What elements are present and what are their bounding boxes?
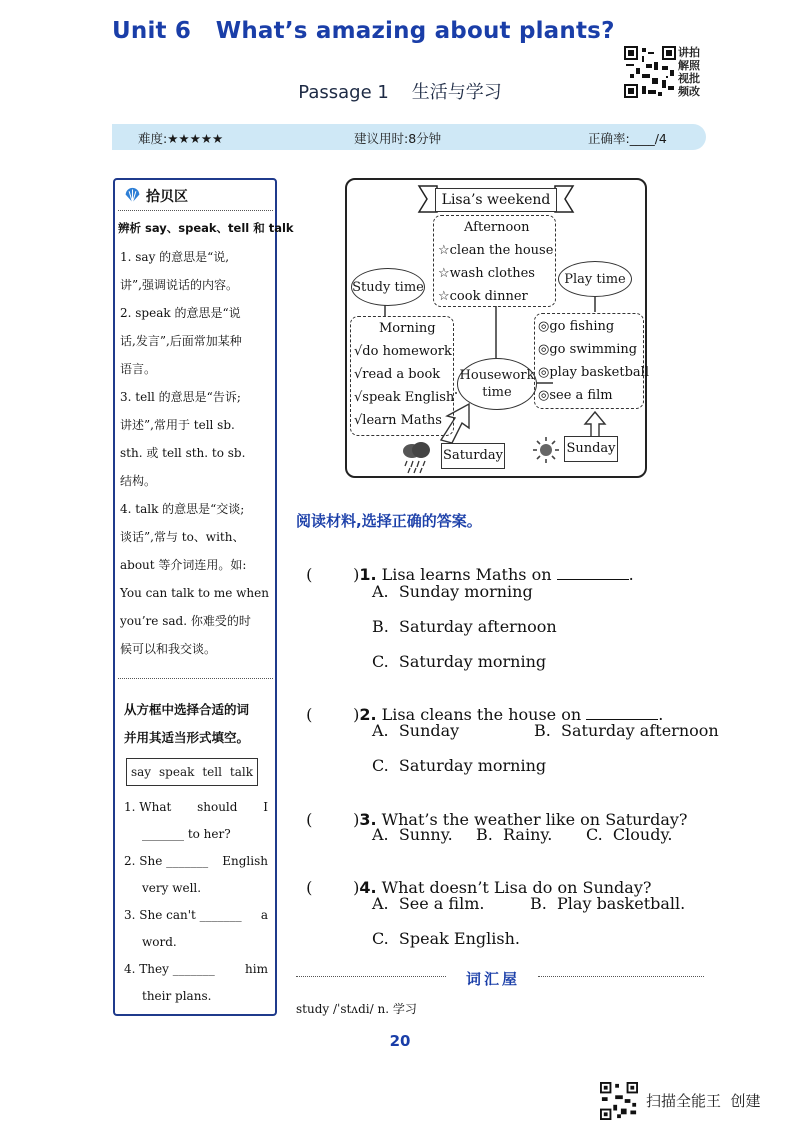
star-icon: ☆ (438, 266, 450, 281)
option[interactable]: B. Rainy. (476, 825, 553, 844)
bullet-icon: ◎ (538, 365, 550, 380)
analysis-item: 2. speak 的意思是“说 话,发言”,后面常加某种 语言。 (120, 306, 242, 376)
afternoon-item: ☆wash clothes (438, 266, 535, 281)
study-time-oval: Study time (351, 268, 425, 306)
instruction: 阅读材料,选择正确的答案。 (296, 512, 482, 530)
check-icon: √ (354, 413, 363, 428)
option[interactable]: C. Saturday morning (372, 652, 547, 671)
question-3: ( )3. What’s the weather like on Saturday? (306, 810, 688, 829)
fill-item: 3. She can't _______ a word. (124, 908, 268, 949)
answer-blank[interactable] (557, 565, 629, 580)
analysis-title: 辨析 say、speak、tell 和 talk (118, 221, 294, 235)
morning-label: Morning (379, 321, 436, 336)
morning-item: √learn Maths (354, 413, 442, 428)
option[interactable]: B. Play basketball. (530, 894, 686, 913)
play-item: ◎go fishing (538, 319, 615, 334)
option[interactable]: A. Sunny. (372, 825, 453, 844)
play-time-oval: Play time (558, 261, 632, 297)
check-icon: √ (354, 367, 363, 382)
star-icon: ☆ (438, 243, 450, 258)
fill-title-line2: 并用其适当形式填空。 (124, 730, 250, 745)
question-2: ( )2. Lisa cleans the house on . (306, 705, 664, 724)
info-bar (112, 124, 706, 150)
qr-code-icon (624, 46, 676, 98)
qr-side-labels: 讲拍 解照 视批 频改 (678, 46, 700, 98)
question-1: ( )1. Lisa learns Maths on . (306, 565, 634, 584)
analysis-item: 1. say 的意思是“说, 讲”,强调说话的内容。 (120, 250, 238, 292)
watermark-text: 扫描全能王 创建 (646, 1092, 761, 1110)
sun-icon (532, 436, 560, 464)
option[interactable]: B. Saturday afternoon (534, 721, 719, 740)
fill-item: 4. They _______ him their plans. (124, 962, 268, 1003)
divider (296, 976, 446, 977)
scanner-qr-icon (600, 1082, 638, 1120)
analysis-item: 4. talk 的意思是“交谈; 谈话”,常与 to、with、 about 等介词连用。如: You can talk to me when you’re sad. 你难受的时 候可以和我交谈。 (120, 502, 269, 656)
option[interactable]: C. Saturday morning (372, 756, 547, 775)
sunday-label: Sunday (564, 436, 618, 462)
option[interactable]: B. Saturday afternoon (372, 617, 557, 636)
housework-time-oval: Housework time (457, 358, 537, 410)
play-item: ◎see a film (538, 388, 613, 403)
option[interactable]: A. See a film. (372, 894, 485, 913)
afternoon-item: ☆cook dinner (438, 289, 528, 304)
morning-item: √read a book (354, 367, 441, 382)
unit-title: Unit 6 What’s amazing about plants? (112, 18, 615, 44)
vocab-entry: study /ˈstʌdi/ n. 学习 (296, 1002, 417, 1016)
difficulty: 难度:★★★★★ (138, 131, 224, 146)
analysis-item: 3. tell 的意思是“告诉; 讲述”,常用于 tell sb. sth. 或 tell sth. to sb. 结构。 (120, 390, 246, 488)
analysis-list (120, 243, 270, 663)
afternoon-label: Afternoon (464, 220, 530, 235)
bullet-icon: ◎ (538, 319, 550, 334)
fill-list (124, 794, 268, 1010)
word-option: talk (229, 765, 253, 779)
page-number: 20 (389, 1032, 411, 1050)
check-icon: √ (354, 390, 363, 405)
check-icon: √ (354, 344, 363, 359)
answer-blank[interactable] (586, 705, 658, 720)
word-option: say (130, 765, 152, 779)
rain-cloud-icon (400, 440, 432, 474)
morning-item: √do homework (354, 344, 452, 359)
divider (118, 210, 273, 211)
word-option: tell (202, 765, 222, 779)
divider (538, 976, 704, 977)
fill-item: 2. She _______ English very well. (124, 854, 268, 895)
saturday-label: Saturday (441, 443, 505, 469)
option[interactable]: C. Speak English. (372, 929, 520, 948)
option[interactable]: C. Cloudy. (586, 825, 673, 844)
option[interactable]: A. Sunday (372, 721, 460, 740)
fill-item: 1. What should I _______ to her? (124, 800, 268, 841)
bullet-icon: ◎ (538, 388, 550, 403)
option[interactable]: A. Sunday morning (372, 582, 533, 601)
sidebar-section-title: 拾贝区 (146, 189, 188, 205)
afternoon-item: ☆clean the house (438, 243, 554, 258)
accuracy: 正确率:____/4 (588, 131, 667, 146)
play-item: ◎go swimming (538, 342, 638, 357)
fill-title-line1: 从方框中选择合适的词 (124, 702, 250, 717)
suggested-time: 建议用时:8分钟 (354, 131, 442, 146)
word-box (126, 758, 258, 786)
question-4: ( )4. What doesn’t Lisa do on Sunday? (306, 878, 652, 897)
word-option: speak (159, 765, 195, 779)
passage-title: Passage 1 生活与学习 (298, 82, 502, 103)
morning-item: √speak English (354, 390, 455, 405)
mind-map-title: Lisa’s weekend (435, 188, 557, 212)
shell-icon (124, 187, 141, 204)
bullet-icon: ◎ (538, 342, 550, 357)
play-item: ◎play basketball (538, 365, 649, 380)
divider (118, 678, 273, 679)
star-icon: ☆ (438, 289, 450, 304)
vocab-title: 词汇屋 (466, 970, 521, 988)
